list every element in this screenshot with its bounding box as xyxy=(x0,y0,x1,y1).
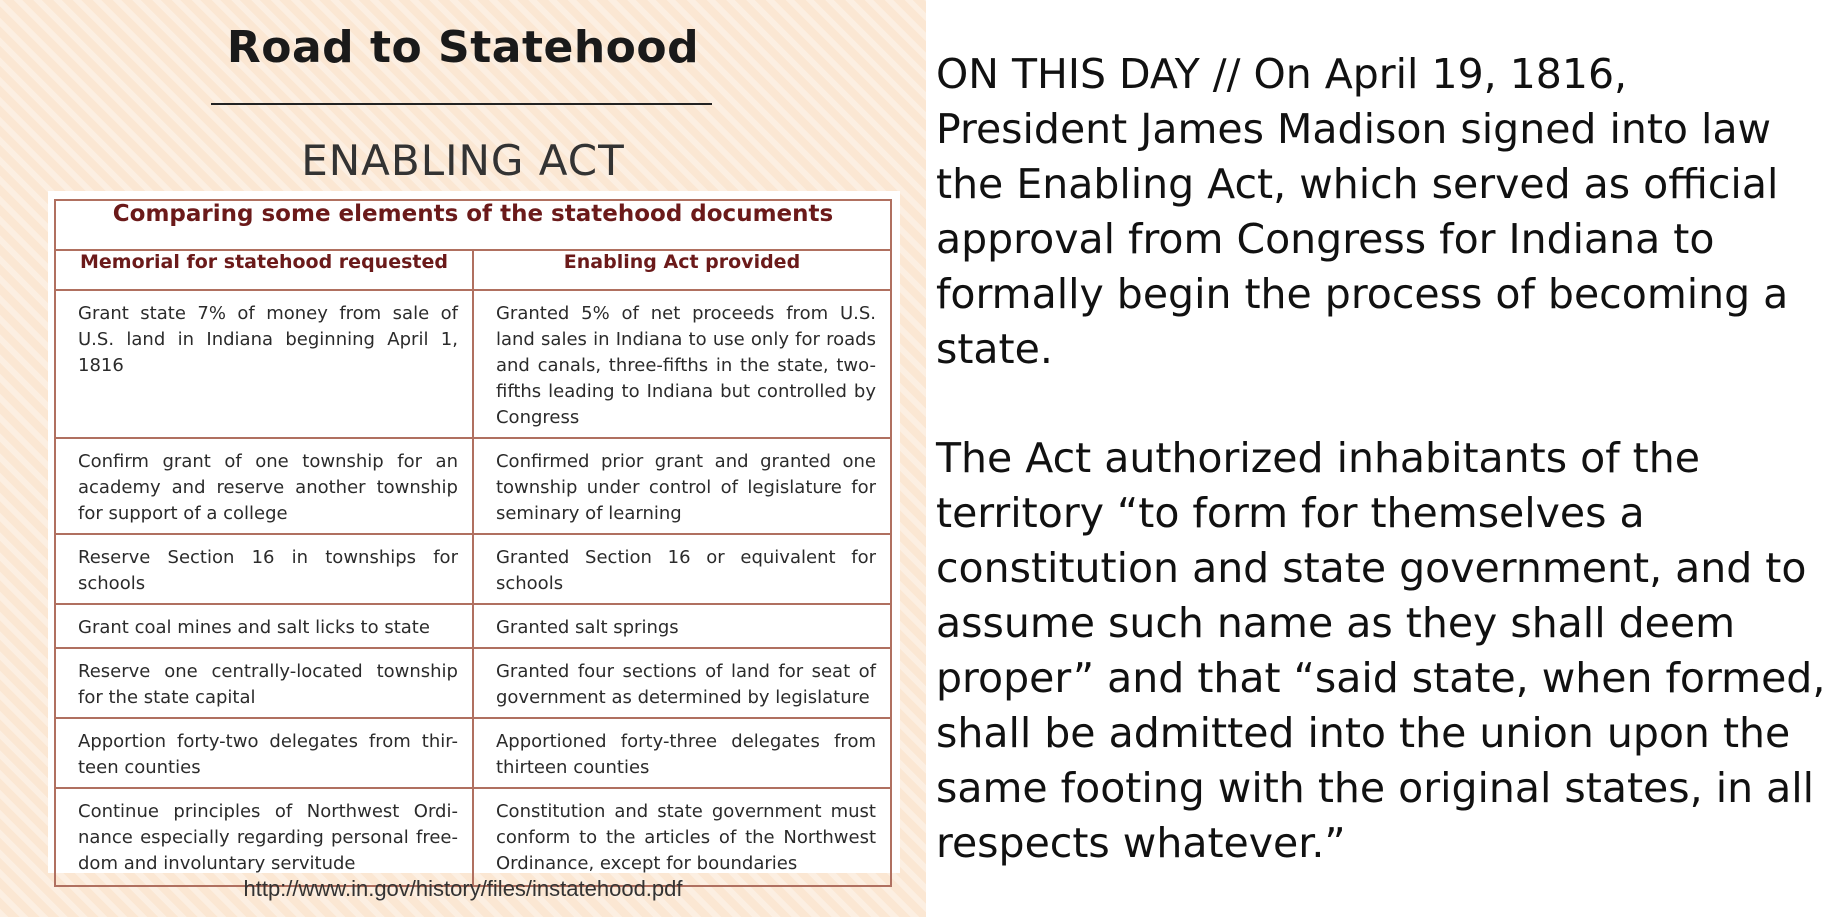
cell-provided: Granted 5% of net proceeds from U.S. land sales in Indiana to use only for roads and canals, three-fifths in the state, two-fifths leading to Indiana but controlled by Congress xyxy=(473,290,891,438)
slide-title: Road to Statehood xyxy=(226,22,700,73)
comparison-table-card xyxy=(48,191,900,873)
cell-provided: Apportioned forty-three delegates from thirteen counties xyxy=(473,718,891,788)
title-divider xyxy=(211,103,712,105)
cell-provided: Confirmed prior grant and granted one township under control of legislature for seminary of learning xyxy=(473,438,891,534)
table-caption: Comparing some elements of the statehood documents xyxy=(55,200,891,250)
cell-requested: Reserve Section 16 in townships for schools xyxy=(55,534,473,604)
cell-requested: Reserve one centrally-located township for the state capital xyxy=(55,648,473,718)
cell-requested: Confirm grant of one township for an academy and reserve another township for support of a college xyxy=(55,438,473,534)
table-row xyxy=(55,788,891,886)
cell-requested: Continue principles of Northwest Ordi-nance especially regarding personal free-dom and involuntary servitude xyxy=(55,788,473,886)
cell-requested: Grant coal mines and salt licks to state xyxy=(55,604,473,648)
table-caption-row xyxy=(55,200,891,250)
table-row xyxy=(55,648,891,718)
column-header-provided: Enabling Act provided xyxy=(473,250,891,290)
source-url: http://www.in.gov/history/files/instatehood.pdf xyxy=(243,876,683,901)
table-header-row xyxy=(55,250,891,290)
table-row xyxy=(55,290,891,438)
cell-provided: Constitution and state government must conform to the articles of the Northwest Ordinance, except for boundaries xyxy=(473,788,891,886)
table-row xyxy=(55,604,891,648)
post-paragraph-2: The Act authorized inhabitants of the territory “to form for themselves a constitution and state government, and to assume such name as they shall deem proper” and that “said state, when formed, shall be admitted into the union upon the same footing with the original states, in all respects whatever.” xyxy=(936,434,1826,867)
post-paragraph-1: ON THIS DAY // On April 19, 1816, President James Madison signed into law the Enabling Act, which served as official approval from Congress for Indiana to formally begin the process of becoming a state. xyxy=(936,50,1789,373)
cell-requested: Grant state 7% of money from sale of U.S. land in Indiana beginning April 1, 1816 xyxy=(55,290,473,438)
comparison-table xyxy=(54,199,892,887)
cell-provided: Granted salt springs xyxy=(473,604,891,648)
table-row xyxy=(55,718,891,788)
table-row xyxy=(55,534,891,604)
table-row xyxy=(55,438,891,534)
post-text-panel xyxy=(926,0,1833,917)
cell-provided: Granted four sections of land for seat of government as determined by legislature xyxy=(473,648,891,718)
column-header-requested: Memorial for statehood requested xyxy=(55,250,473,290)
slide-subtitle: ENABLING ACT xyxy=(301,136,625,185)
cell-provided: Granted Section 16 or equivalent for schools xyxy=(473,534,891,604)
cell-requested: Apportion forty-two delegates from thir-teen counties xyxy=(55,718,473,788)
